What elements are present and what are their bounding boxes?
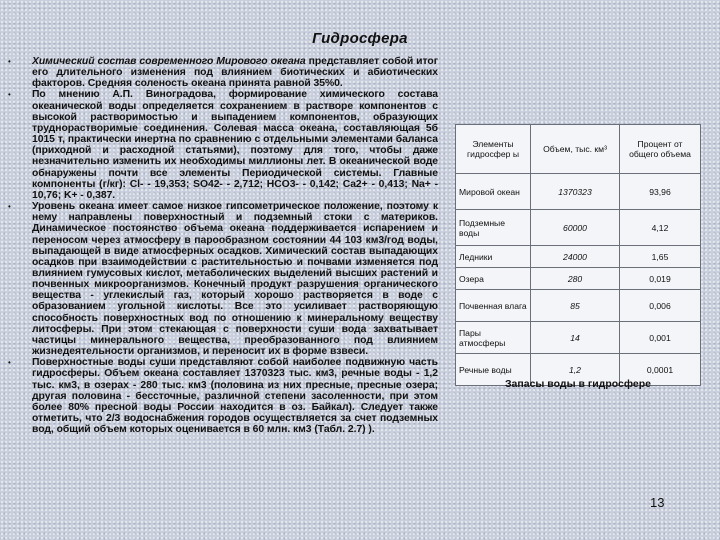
table-cell: 4,12 (620, 210, 701, 246)
table-cell: 0,019 (620, 268, 701, 290)
table-cell: 85 (531, 290, 620, 322)
table-cell: Почвенная влага (456, 290, 531, 322)
table-cell: Подземные воды (456, 210, 531, 246)
water-reserves-table (455, 124, 701, 386)
table-row (456, 322, 701, 354)
bullet-paragraph (8, 201, 438, 357)
paragraph-text: По мнению А.П. Виноградова, формирование химического состава океанической воды определяется сохранением в растворе компонентов с высокой растворимостью и выпадением компонентов, образующих труднорастворимые соединения. Солевая масса океана, составляющая 5б 1015 т, практически инертна по сравнению с отдельными элементами баланса (приходной и расходной статьями), поэтому для того, чтобы даже незначительно изменить их необходимы миллионы лет. В океанической воде обнаружены почти все элементы Периодической системы. Главные компоненты (г/кг): Cl- - 19,353; SO42- - 2,712; HCO3- - 0,142; Ca2+ - 0,413; Na+ - 10,76; K+ - 0,387. (32, 89, 438, 201)
table-row (456, 210, 701, 246)
table-cell: Мировой океан (456, 174, 531, 210)
table-cell: 0,006 (620, 290, 701, 322)
table-row (456, 246, 701, 268)
table-row (456, 174, 701, 210)
table-caption: Запасы воды в гидросфере (504, 378, 651, 390)
bullet-dot-icon: • (8, 90, 11, 100)
column-header: Объем, тыс. км³ (531, 125, 620, 174)
table-cell: 0,0001 (620, 354, 701, 386)
paragraph-text: Уровень океана имеет самое низкое гипсометрическое положение, поэтому к нему направлены поверхностный и подземный стоки с материков. Динамическое постоянство объема океана поддерживается испарением и переносом через атмосферу в парообразном состоянии 44 103 км3/год воды, выпадающей в виде атмосферных осадков. Химический состав выпадающих осадков при взаимодействии с растительностью и почвами изменяется под влиянием гумусовых кислот, метаболических выделений высших растений и почвенных микроорганизмов. Конечный продукт разрушения органического вещества - углекислый газ, который хорошо растворяется в воде с образованием угольной кислоты. Все это усиливает растворяющую способность поверхностных вод по отношению к минеральному веществу литосферы. При этом стекающая с поверхности суши вода захватывает частицы минерального вещества, преобразованного под влиянием жизнедеятельности организмов, и переносит их в форме взвеси. (32, 201, 438, 358)
table-cell: 1,2 (531, 354, 620, 386)
table-cell: 24000 (531, 246, 620, 268)
table-cell: 0,001 (620, 322, 701, 354)
table-cell: 1,65 (620, 246, 701, 268)
table-cell: 1370323 (531, 174, 620, 210)
bullet-paragraph (8, 89, 438, 201)
slide-title: Гидросфера (312, 30, 408, 47)
column-header: Элементы гидросфер ы (456, 125, 531, 174)
table-cell: Речные воды (456, 354, 531, 386)
column-header: Процент от общего объема (620, 125, 701, 174)
table-cell: 93,96 (620, 174, 701, 210)
table-cell: Озера (456, 268, 531, 290)
table-cell: Пары атмосферы (456, 322, 531, 354)
table-cell: 14 (531, 322, 620, 354)
bullet-list (8, 56, 438, 435)
table-row (456, 290, 701, 322)
bullet-dot-icon: • (8, 358, 11, 368)
bullet-dot-icon: • (8, 57, 11, 66)
table-cell: 60000 (531, 210, 620, 246)
page-number: 13 (650, 495, 665, 510)
paragraph-text: Поверхностные воды суши представляют собой наиболее подвижную часть гидросферы. Объем океана составляет 1370323 тыс. км3, речные воды - 1,2 тыс. км3, в озерах - 280 тыс. км3 (половина из них пресные, пресные озера; другая половина - бессточные, различной степени засоленности, при этом более 80% пресной воды России находится в оз. Байкал). Следует также отметить, что 2/3 водоснабжения городов осуществляется за счет подземных вод, общий объем которых оценивается в 60 млн. км3 (Табл. 2.7) ). (32, 357, 438, 436)
paragraph-text: представляет собой итог его длительного изменения под влиянием биотических и абиотических факторов. Средняя соленость океана принята равной 35%0. (32, 56, 438, 90)
table-header-row (456, 125, 701, 174)
table-cell: Ледники (456, 246, 531, 268)
bullet-dot-icon: • (8, 202, 11, 212)
italic-lead: Химический состав современного Мирового океана (32, 56, 306, 67)
table-cell: 280 (531, 268, 620, 290)
bullet-paragraph (8, 56, 438, 89)
bullet-paragraph (8, 357, 438, 435)
table-row (456, 268, 701, 290)
